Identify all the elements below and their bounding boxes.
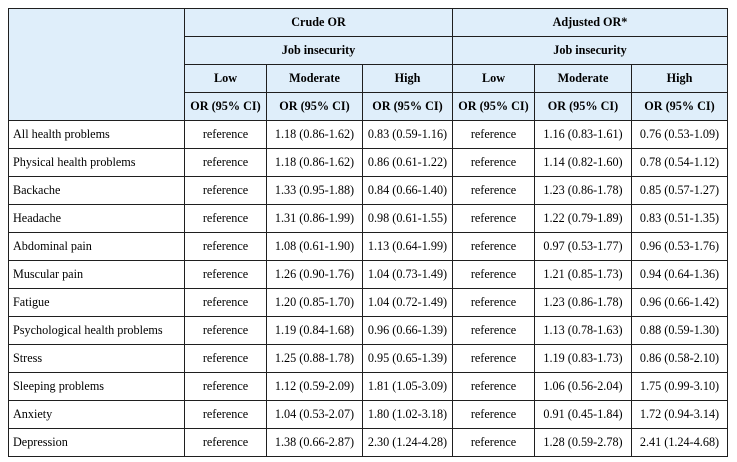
table-cell: 1.72 (0.94-3.14) (632, 401, 728, 429)
table-cell: reference (453, 289, 535, 317)
ci-header: OR (95% CI) (453, 93, 535, 121)
table-cell: 1.23 (0.86-1.78) (535, 289, 632, 317)
table-row (9, 373, 728, 401)
table-cell: 1.12 (0.59-2.09) (267, 373, 363, 401)
table-cell: 1.22 (0.79-1.89) (535, 205, 632, 233)
table-cell: reference (453, 261, 535, 289)
table-cell: 0.91 (0.45-1.84) (535, 401, 632, 429)
table-cell: 1.14 (0.82-1.60) (535, 149, 632, 177)
level-header: Low (185, 65, 267, 93)
table-cell: 1.06 (0.56-2.04) (535, 373, 632, 401)
job-insecurity-crude-header: Job insecurity (185, 37, 453, 65)
table-cell: 0.85 (0.57-1.27) (632, 177, 728, 205)
table-row (9, 345, 728, 373)
row-label: Stress (9, 345, 185, 373)
table-cell: 1.16 (0.83-1.61) (535, 121, 632, 149)
table-cell: 1.04 (0.53-2.07) (267, 401, 363, 429)
table-cell: reference (185, 121, 267, 149)
table-cell: 0.84 (0.66-1.40) (363, 177, 453, 205)
table-row (9, 289, 728, 317)
table-row (9, 121, 728, 149)
table-row (9, 233, 728, 261)
table-row (9, 401, 728, 429)
table-cell: 0.86 (0.61-1.22) (363, 149, 453, 177)
ci-header: OR (95% CI) (632, 93, 728, 121)
table-cell: 0.86 (0.58-2.10) (632, 345, 728, 373)
table-cell: reference (185, 261, 267, 289)
table-row (9, 205, 728, 233)
table-cell: 1.81 (1.05-3.09) (363, 373, 453, 401)
table-cell: reference (185, 233, 267, 261)
table-header (9, 9, 728, 121)
row-label: Muscular pain (9, 261, 185, 289)
row-label: Depression (9, 429, 185, 457)
job-insecurity-adjusted-header: Job insecurity (453, 37, 728, 65)
table-cell: 1.04 (0.72-1.49) (363, 289, 453, 317)
level-header: High (632, 65, 728, 93)
table-cell: 2.30 (1.24-4.28) (363, 429, 453, 457)
table-cell: reference (185, 429, 267, 457)
table-cell: 0.98 (0.61-1.55) (363, 205, 453, 233)
table-cell: 1.18 (0.86-1.62) (267, 149, 363, 177)
ci-header: OR (95% CI) (267, 93, 363, 121)
row-label: All health problems (9, 121, 185, 149)
row-label: Abdominal pain (9, 233, 185, 261)
table-cell: 1.38 (0.66-2.87) (267, 429, 363, 457)
table-cell: 0.96 (0.66-1.39) (363, 317, 453, 345)
table-cell: 0.83 (0.59-1.16) (363, 121, 453, 149)
table-cell: reference (185, 373, 267, 401)
table-cell: 0.76 (0.53-1.09) (632, 121, 728, 149)
table-cell: 0.78 (0.54-1.12) (632, 149, 728, 177)
table-cell: 0.95 (0.65-1.39) (363, 345, 453, 373)
table-cell: 1.18 (0.86-1.62) (267, 121, 363, 149)
level-header: Low (453, 65, 535, 93)
table-row (9, 261, 728, 289)
crude-or-header: Crude OR (185, 9, 453, 37)
level-header: Moderate (535, 65, 632, 93)
table-row (9, 177, 728, 205)
table-cell: 1.20 (0.85-1.70) (267, 289, 363, 317)
table-cell: 1.13 (0.78-1.63) (535, 317, 632, 345)
table-cell: reference (185, 289, 267, 317)
table-cell: reference (453, 345, 535, 373)
row-label: Fatigue (9, 289, 185, 317)
table-cell: reference (185, 345, 267, 373)
table-cell: 1.08 (0.61-1.90) (267, 233, 363, 261)
table-cell: reference (185, 317, 267, 345)
table-cell: 1.04 (0.73-1.49) (363, 261, 453, 289)
table-body (9, 121, 728, 457)
row-label: Anxiety (9, 401, 185, 429)
level-header: Moderate (267, 65, 363, 93)
table-cell: 1.19 (0.84-1.68) (267, 317, 363, 345)
table-cell: reference (453, 429, 535, 457)
table-cell: 1.21 (0.85-1.73) (535, 261, 632, 289)
table-cell: 0.96 (0.66-1.42) (632, 289, 728, 317)
row-label: Headache (9, 205, 185, 233)
table-cell: reference (453, 205, 535, 233)
table-cell: 1.75 (0.99-3.10) (632, 373, 728, 401)
row-label: Psychological health problems (9, 317, 185, 345)
table-container (8, 8, 728, 457)
table-cell: reference (185, 401, 267, 429)
table-cell: 1.33 (0.95-1.88) (267, 177, 363, 205)
table-row (9, 149, 728, 177)
table-cell: 1.13 (0.64-1.99) (363, 233, 453, 261)
ci-header: OR (95% CI) (535, 93, 632, 121)
table-cell: 1.25 (0.88-1.78) (267, 345, 363, 373)
table-cell: reference (453, 317, 535, 345)
table-cell: 1.23 (0.86-1.78) (535, 177, 632, 205)
table-row (9, 429, 728, 457)
ci-header: OR (95% CI) (363, 93, 453, 121)
table-cell: 0.88 (0.59-1.30) (632, 317, 728, 345)
table-cell: reference (185, 177, 267, 205)
table-cell: 0.94 (0.64-1.36) (632, 261, 728, 289)
table-row (9, 317, 728, 345)
table-cell: 1.26 (0.90-1.76) (267, 261, 363, 289)
table-cell: reference (453, 121, 535, 149)
table-cell: reference (453, 401, 535, 429)
ci-header: OR (95% CI) (185, 93, 267, 121)
table-cell: reference (453, 149, 535, 177)
table-cell: 0.96 (0.53-1.76) (632, 233, 728, 261)
table-cell: reference (185, 205, 267, 233)
table-cell: 0.83 (0.51-1.35) (632, 205, 728, 233)
table-cell: reference (453, 373, 535, 401)
table-cell: reference (453, 233, 535, 261)
header-corner-cell (9, 9, 185, 121)
header-row-group (9, 9, 728, 37)
row-label: Physical health problems (9, 149, 185, 177)
row-label: Backache (9, 177, 185, 205)
row-label: Sleeping problems (9, 373, 185, 401)
odds-ratio-table (8, 8, 728, 457)
table-cell: 1.19 (0.83-1.73) (535, 345, 632, 373)
table-cell: 2.41 (1.24-4.68) (632, 429, 728, 457)
table-cell: reference (453, 177, 535, 205)
table-cell: reference (185, 149, 267, 177)
table-cell: 1.31 (0.86-1.99) (267, 205, 363, 233)
table-cell: 1.80 (1.02-3.18) (363, 401, 453, 429)
table-cell: 1.28 (0.59-2.78) (535, 429, 632, 457)
table-cell: 0.97 (0.53-1.77) (535, 233, 632, 261)
level-header: High (363, 65, 453, 93)
adjusted-or-header: Adjusted OR* (453, 9, 728, 37)
